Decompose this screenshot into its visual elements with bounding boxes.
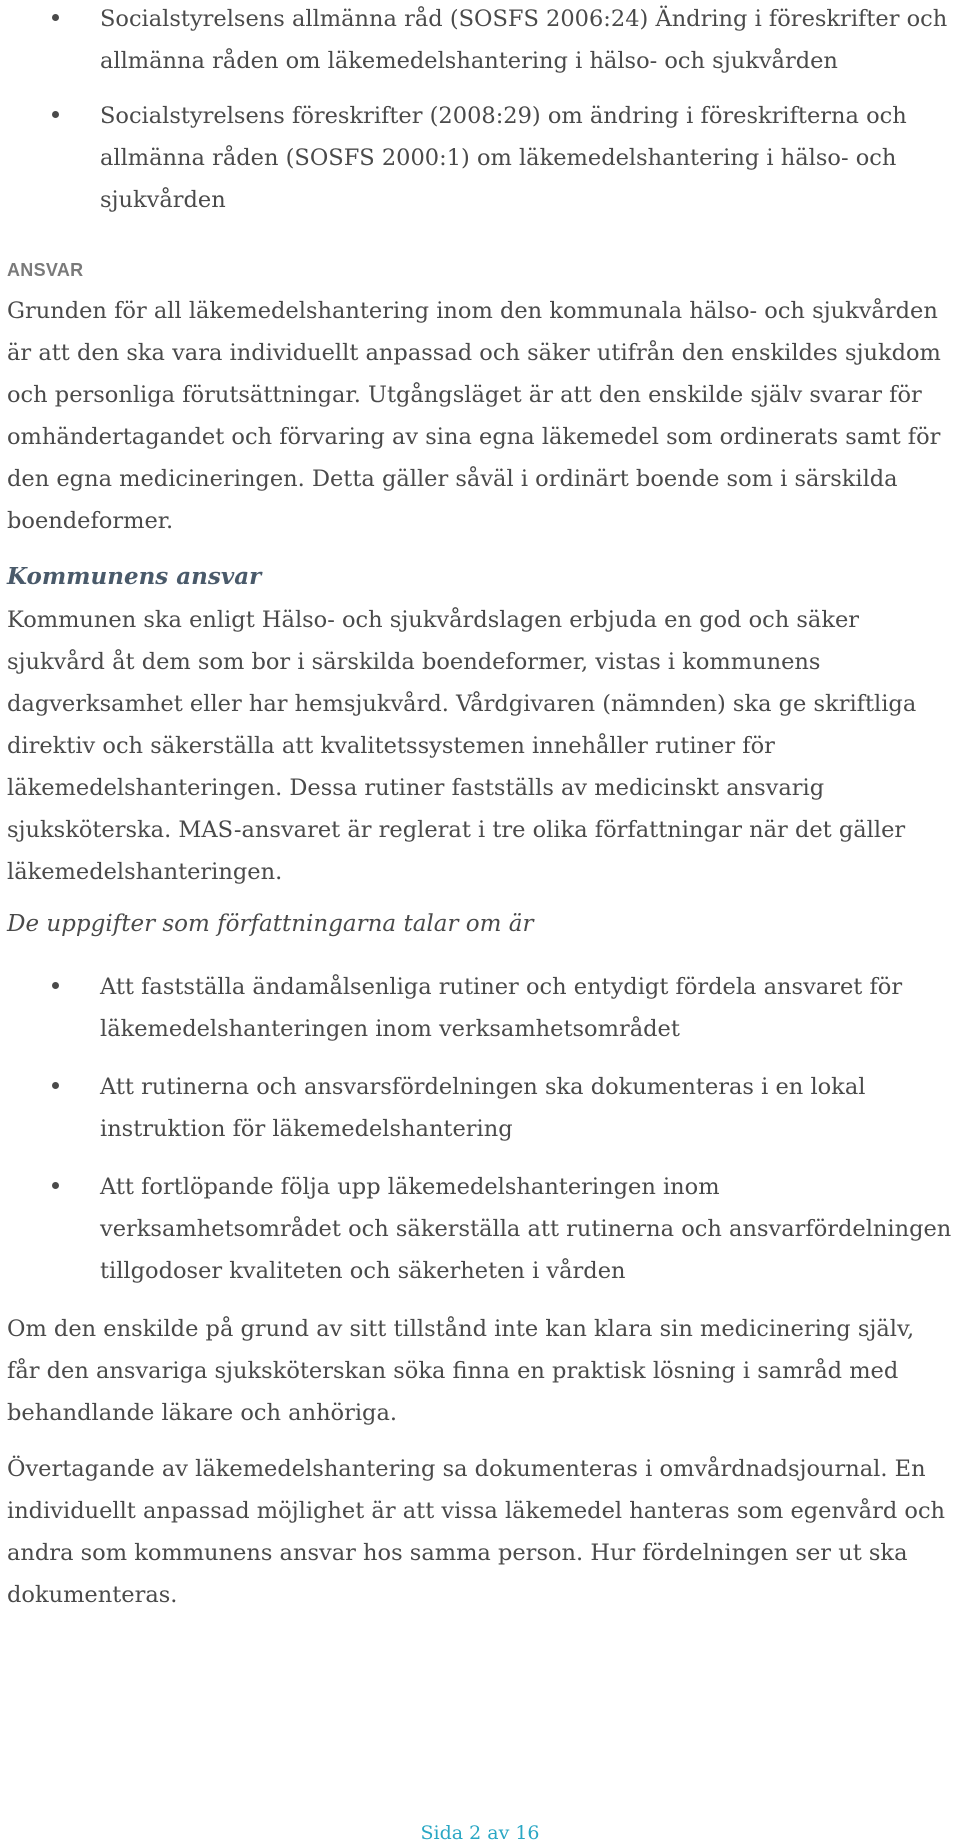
section-heading-ansvar: ANSVAR bbox=[7, 260, 84, 280]
list-item: Att fortlöpande följa upp läkemedelshanteringen inom verksamhetsområdet och säkerställa att rutinerna och ansvarfördelningen tillgodoser kvaliteten och säkerheten i vården bbox=[0, 1166, 960, 1292]
list-item: Att rutinerna och ansvarsfördelningen ska dokumenteras i en lokal instruktion för läkemedelshantering bbox=[0, 1066, 960, 1150]
ansvar-paragraph: Grunden för all läkemedelshantering inom den kommunala hälso- och sjukvården är att den ska vara individuellt anpassad och säker utifrån den enskildes sjukdom och personliga förutsättningar. Utgångsläget är att den enskilde själv svarar för omhändertagandet och förvaring av sina egna läkemedel som ordinerats samt för den egna medicineringen. Detta gäller såväl i ordinärt boende som i särskilda boendeformer. bbox=[7, 298, 941, 534]
enskilde-paragraph: Om den enskilde på grund av sitt tillstånd inte kan klara sin medicinering själv, får den ansvariga sjuksköterskan söka finna en praktisk lösning i samråd med behandlande läkare och anhöriga. bbox=[7, 1316, 915, 1426]
list-item: Socialstyrelsens föreskrifter (2008:29) om ändring i föreskrifterna och allmänna råden (SOSFS 2000:1) om läkemedelshantering i hälso- och sjukvården bbox=[0, 95, 960, 221]
section-heading-uppgifter: De uppgifter som författningarna talar om är bbox=[7, 911, 534, 937]
page-number-footer: Sida 2 av 16 bbox=[420, 1822, 540, 1844]
overtagande-paragraph: Övertagande av läkemedelshantering sa dokumenteras i omvårdnadsjournal. En individuellt anpassad möjlighet är att vissa läkemedel hanteras som egenvård och andra som kommunens ansvar hos samma person. Hur fördelningen ser ut ska dokumenteras. bbox=[7, 1456, 946, 1608]
uppgifter-bullet-list bbox=[0, 966, 960, 1292]
kommunens-ansvar-paragraph: Kommunen ska enligt Hälso- och sjukvårdslagen erbjuda en god och säker sjukvård åt dem som bor i särskilda boendeformer, vistas i kommunens dagverksamhet eller har hemsjukvård. Vårdgivaren (nämnden) ska ge skriftliga direktiv och säkerställa att kvalitetssystemen innehåller rutiner för läkemedelshanteringen. Dessa rutiner fastställs av medicinskt ansvarig sjuksköterska. MAS-ansvaret är reglerat i tre olika författningar när det gäller läkemedelshanteringen. bbox=[7, 607, 917, 885]
list-item: Att fastställa ändamålsenliga rutiner och entydigt fördela ansvaret för läkemedelshanteringen inom verksamhetsområdet bbox=[0, 966, 960, 1050]
list-item: Socialstyrelsens allmänna råd (SOSFS 2006:24) Ändring i föreskrifter och allmänna råden om läkemedelshantering i hälso- och sjukvården bbox=[0, 0, 960, 82]
section-heading-kommunens-ansvar: Kommunens ansvar bbox=[7, 563, 262, 590]
top-bullet-list bbox=[0, 0, 960, 221]
